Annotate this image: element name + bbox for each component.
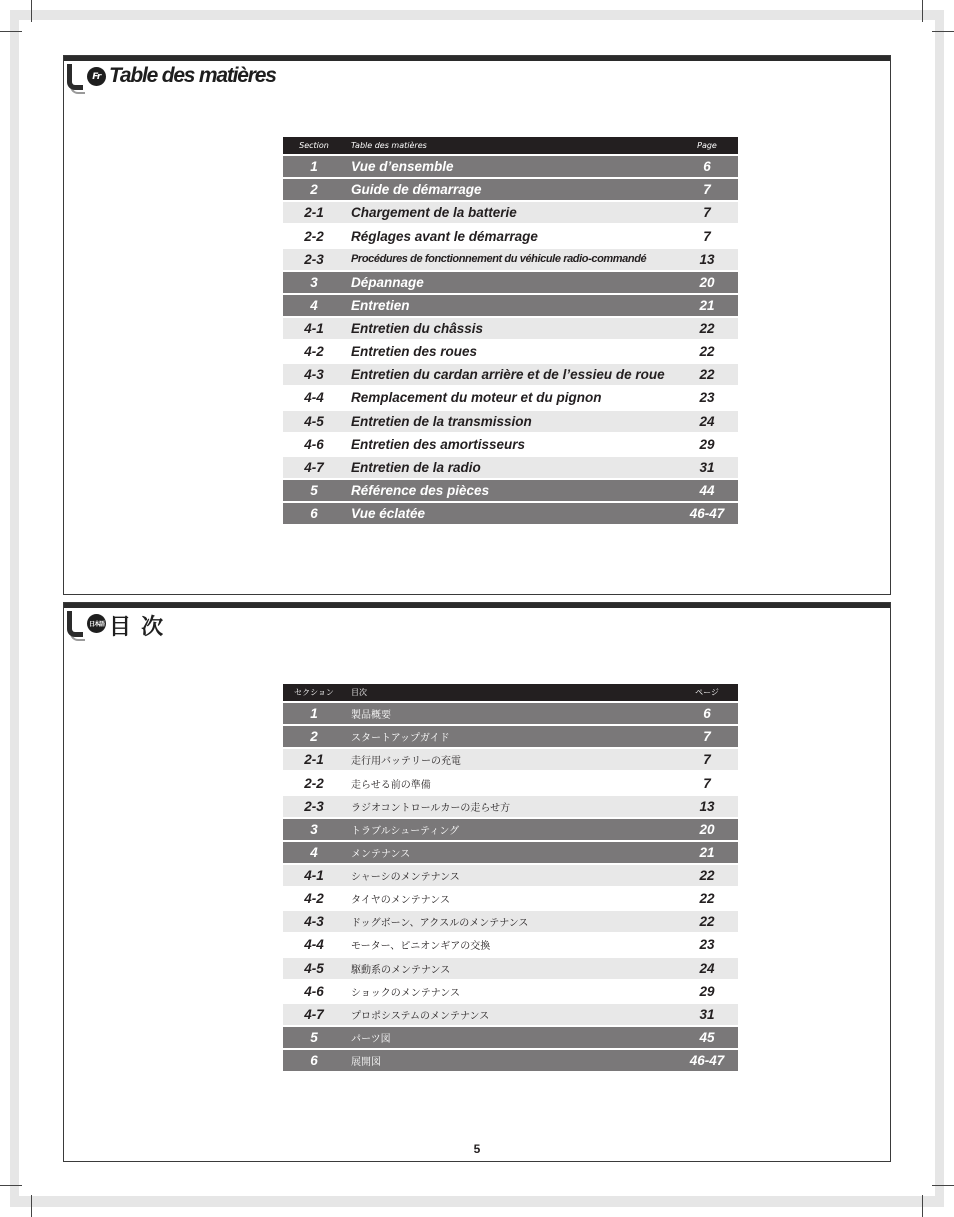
row-page: 23 [699, 390, 715, 406]
toc-header-row [283, 684, 738, 701]
toc-row[interactable] [283, 226, 738, 247]
toc-row[interactable] [283, 503, 738, 524]
row-title: ショックのメンテナンス [351, 987, 460, 999]
row-page: 29 [699, 983, 715, 999]
crop-mark [922, 1195, 923, 1217]
french-language-badge-icon: Fr [87, 67, 106, 86]
row-title: Entretien des amortisseurs [351, 436, 526, 452]
row-page: 22 [699, 914, 715, 930]
row-number: 4-2 [304, 891, 324, 907]
header-title: Table des matières [351, 141, 427, 150]
row-title: Dépannage [351, 274, 424, 290]
row-page: 21 [699, 844, 715, 860]
row-number: 2-2 [304, 228, 324, 244]
row-title: ドッグボーン、アクスルのメンテナンス [351, 918, 529, 930]
row-title: Référence des pièces [351, 482, 490, 498]
toc-row[interactable] [283, 958, 738, 979]
row-number: 6 [310, 506, 318, 521]
toc-row[interactable] [283, 411, 738, 432]
row-number: 5 [310, 1029, 318, 1045]
row-number: 4-7 [304, 459, 324, 475]
toc-row[interactable] [283, 865, 738, 886]
row-title: Guide de démarrage [351, 182, 482, 198]
toc-row[interactable] [283, 911, 738, 932]
toc-row[interactable] [283, 703, 738, 724]
row-page: 7 [703, 205, 711, 221]
row-title: Remplacement du moteur et du pignon [351, 390, 602, 406]
row-number: 3 [310, 274, 318, 290]
row-number: 2-1 [304, 205, 324, 221]
row-title: トラブルシューティング [351, 825, 460, 837]
row-number: 4-5 [304, 960, 324, 976]
row-number: 2-3 [304, 798, 324, 814]
row-page: 31 [699, 1006, 715, 1022]
toc-row[interactable] [283, 156, 738, 177]
japanese-toc-panel [63, 602, 891, 1162]
row-page: 22 [699, 321, 715, 336]
row-page: 6 [703, 706, 711, 722]
row-page: 46-47 [689, 506, 725, 521]
row-page: 31 [699, 459, 715, 475]
row-title: モーター、ピニオンギアの交換 [351, 941, 491, 953]
row-title: ラジオコントロールカーの走らせ方 [351, 802, 511, 814]
japanese-toc-table [283, 684, 738, 1071]
row-page: 23 [699, 937, 715, 953]
row-page: 44 [699, 482, 715, 498]
french-title: Table des matières [109, 64, 276, 87]
row-title: Réglages avant le démarrage [351, 228, 538, 244]
row-title: スタートアップガイド [351, 733, 450, 745]
row-number: 4 [310, 297, 318, 313]
row-number: 4-1 [304, 868, 324, 883]
toc-row[interactable] [283, 387, 738, 408]
row-number: 4-6 [304, 983, 324, 999]
row-title: Entretien [351, 297, 410, 313]
crop-mark [0, 31, 22, 32]
row-page: 7 [703, 729, 711, 745]
row-page: 7 [703, 775, 711, 791]
row-title: シャーシのメンテナンス [351, 872, 460, 883]
toc-row[interactable] [283, 1027, 738, 1048]
row-number: 2 [310, 182, 318, 198]
row-page: 13 [699, 798, 715, 814]
header-page: Page [697, 141, 717, 150]
row-title: メンテナンス [351, 848, 411, 860]
row-title: プロポシステムのメンテナンス [351, 1010, 490, 1022]
row-page: 45 [699, 1029, 715, 1045]
row-title: タイヤのメンテナンス [351, 895, 450, 907]
row-page: 20 [699, 274, 715, 290]
panel-top-bar [64, 603, 890, 608]
toc-row[interactable] [283, 295, 738, 316]
row-title: Vue éclatée [351, 506, 426, 521]
row-number: 5 [310, 482, 318, 498]
row-page: 7 [703, 182, 711, 198]
panel-top-bar [64, 56, 890, 61]
header-section: Section [299, 141, 329, 150]
row-number: 2-2 [304, 775, 324, 791]
header-title: 目次 [351, 688, 367, 697]
row-title: 駆動系のメンテナンス [351, 964, 451, 976]
row-page: 22 [699, 891, 715, 907]
row-page: 22 [699, 367, 715, 383]
row-title: 走行用バッテリーの充電 [351, 756, 461, 768]
row-page: 22 [699, 868, 715, 883]
toc-row[interactable] [283, 249, 738, 270]
toc-row[interactable] [283, 842, 738, 863]
row-page: 21 [699, 297, 715, 313]
japanese-language-badge-icon: 日本語 [87, 614, 106, 633]
row-number: 4-5 [304, 413, 324, 429]
toc-row[interactable] [283, 773, 738, 794]
toc-row[interactable] [283, 272, 738, 293]
row-number: 4-3 [304, 367, 324, 383]
row-number: 2-3 [304, 251, 324, 267]
row-title: 展開図 [351, 1057, 381, 1068]
row-number: 4 [310, 844, 318, 860]
row-page: 20 [699, 821, 715, 837]
row-page: 29 [699, 436, 715, 452]
row-title: Entretien du cardan arrière et de l’essieu de roue [351, 367, 665, 383]
row-number: 2-1 [304, 752, 324, 768]
toc-row[interactable] [283, 1004, 738, 1025]
row-title: 走らせる前の準備 [351, 779, 431, 791]
row-number: 4-2 [304, 344, 324, 360]
row-title: Entretien des roues [351, 344, 478, 360]
toc-row[interactable] [283, 457, 738, 478]
crop-mark [0, 1185, 22, 1186]
row-page: 13 [699, 251, 715, 267]
crop-mark [31, 1195, 32, 1217]
toc-row[interactable] [283, 726, 738, 747]
row-page: 7 [703, 228, 711, 244]
japanese-title: 目 次 [109, 614, 166, 639]
crop-mark [932, 31, 954, 32]
toc-row[interactable] [283, 981, 738, 1002]
row-number: 4-1 [304, 321, 324, 336]
header-page: ページ [695, 688, 719, 697]
row-title: Entretien du châssis [351, 321, 484, 336]
toc-row[interactable] [283, 1050, 738, 1071]
row-number: 4-3 [304, 914, 324, 930]
row-number: 1 [310, 159, 318, 175]
row-number: 4-4 [304, 937, 324, 953]
row-number: 4-7 [304, 1006, 324, 1022]
row-title: Entretien de la radio [351, 459, 481, 475]
toc-row[interactable] [283, 749, 738, 770]
row-title: パーツ図 [351, 1033, 391, 1045]
toc-row[interactable] [283, 364, 738, 385]
toc-row[interactable] [283, 318, 738, 339]
panel-bracket [67, 611, 83, 637]
panel-bracket [67, 64, 83, 90]
row-number: 4-6 [304, 436, 324, 452]
crop-mark [922, 0, 923, 22]
toc-row[interactable] [283, 796, 738, 817]
toc-row[interactable] [283, 341, 738, 362]
toc-row[interactable] [283, 179, 738, 200]
row-number: 6 [310, 1053, 318, 1068]
header-section: セクション [294, 688, 334, 697]
toc-row[interactable] [283, 202, 738, 223]
row-page: 24 [699, 960, 715, 976]
row-title: 製品概要 [351, 710, 391, 722]
french-toc-table [283, 137, 738, 524]
row-title: Entretien de la transmission [351, 413, 532, 429]
french-toc-panel [63, 55, 891, 595]
crop-mark [31, 0, 32, 22]
page-number: 5 [473, 1142, 481, 1156]
toc-row[interactable] [283, 819, 738, 840]
row-page: 6 [703, 159, 711, 175]
toc-row[interactable] [283, 480, 738, 501]
toc-row[interactable] [283, 888, 738, 909]
row-title: Vue d’ensemble [351, 159, 454, 175]
row-title: Chargement de la batterie [351, 205, 517, 221]
row-number: 4-4 [304, 390, 324, 406]
row-number: 2 [310, 729, 318, 745]
row-page: 22 [699, 344, 715, 360]
row-page: 46-47 [689, 1053, 725, 1068]
row-page: 7 [703, 752, 711, 768]
toc-row[interactable] [283, 434, 738, 455]
row-number: 1 [310, 706, 318, 722]
row-page: 24 [699, 413, 715, 429]
toc-row[interactable] [283, 934, 738, 955]
crop-mark [932, 1185, 954, 1186]
row-title: Procédures de fonctionnement du véhicule radio-commandé [351, 253, 647, 266]
toc-header-row [283, 137, 738, 154]
row-number: 3 [310, 821, 318, 837]
